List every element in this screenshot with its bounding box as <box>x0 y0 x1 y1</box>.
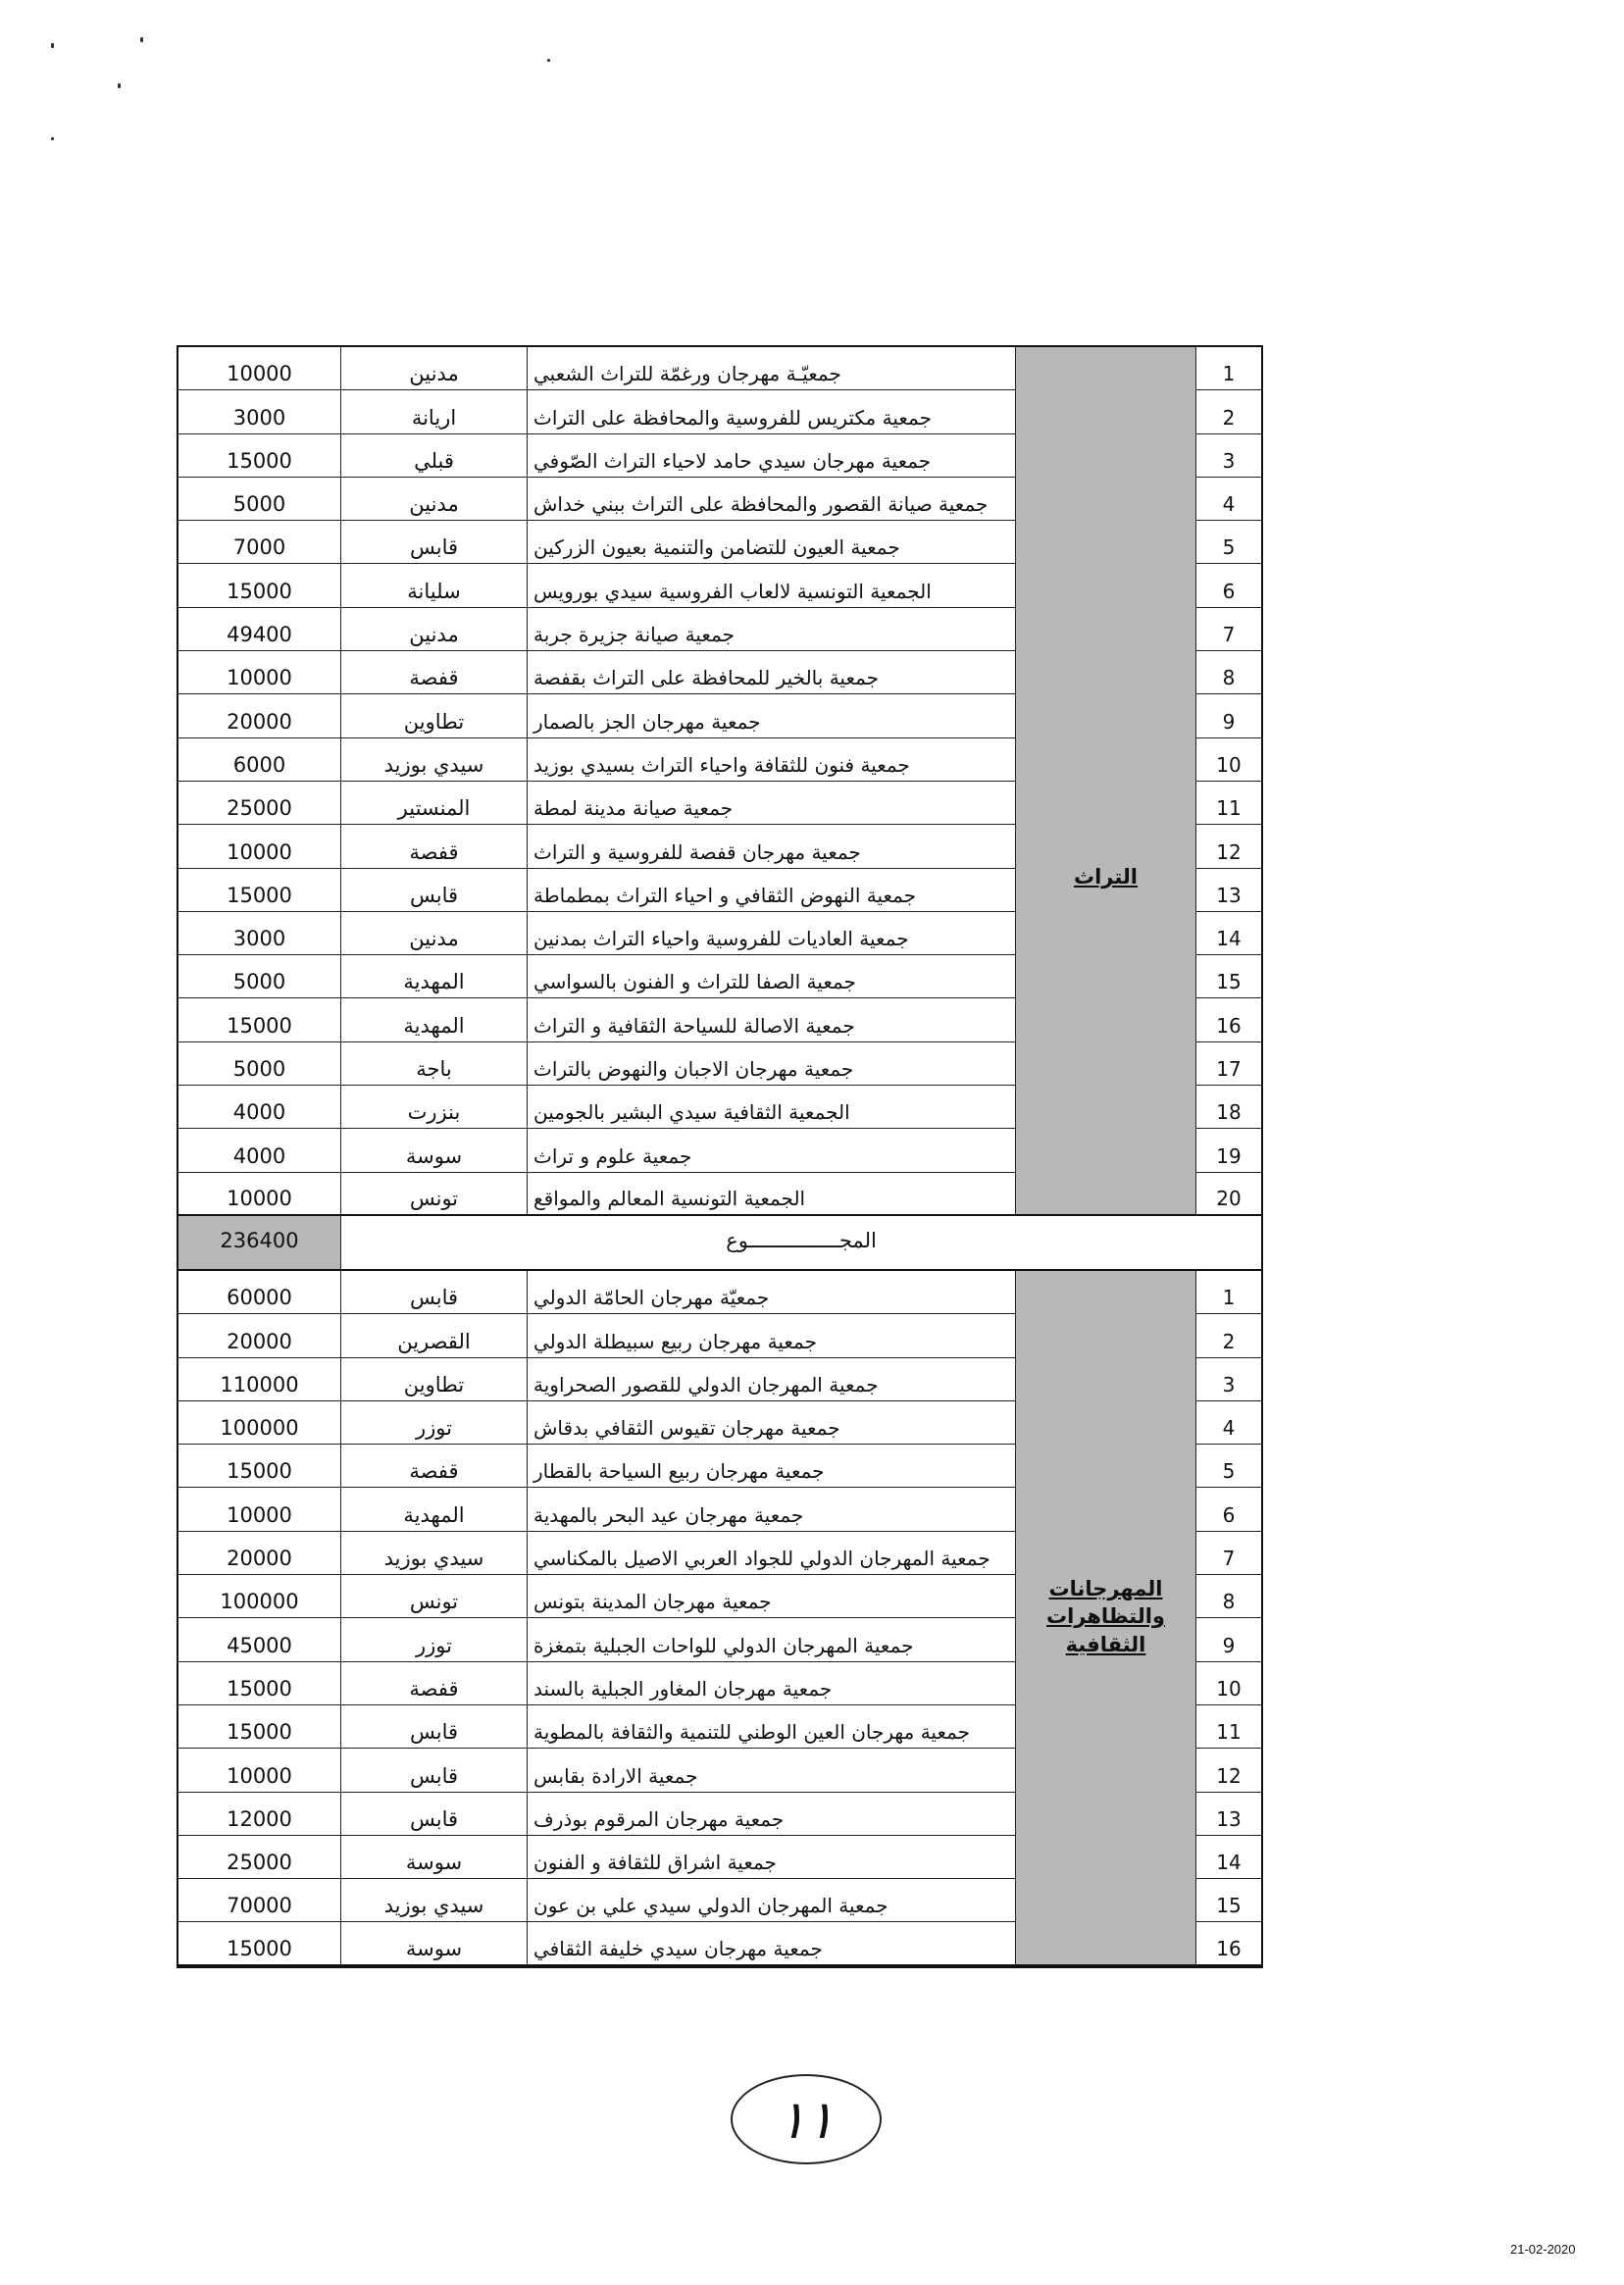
association-name-cell: جمعيّة مهرجان الحامّة الدولي <box>528 1271 1016 1314</box>
amount-cell: 4000 <box>178 1086 341 1129</box>
amount-cell: 4000 <box>178 1129 341 1172</box>
amount-cell: 3000 <box>178 912 341 955</box>
governorate-cell: تطاوين <box>341 694 528 737</box>
row-number-cell: 14 <box>1196 912 1261 955</box>
association-name-cell: جمعية مهرجان الاجبان والنهوض بالتراث <box>528 1042 1016 1086</box>
amount-cell: 100000 <box>178 1575 341 1618</box>
governorate-cell: قابس <box>341 521 528 564</box>
governorate-cell: قابس <box>341 1749 528 1792</box>
governorate-cell: المنستير <box>341 782 528 825</box>
association-name-cell: جمعية مهرجان سيدي حامد لاحياء التراث الصّوفي <box>528 434 1016 478</box>
row-number-cell: 11 <box>1196 1705 1261 1749</box>
association-name-cell: جمعيّـة مهرجان ورغمّة للتراث الشعبي <box>528 347 1016 390</box>
row-number-cell: 2 <box>1196 1314 1261 1357</box>
amount-cell: 100000 <box>178 1401 341 1445</box>
amount-cell: 49400 <box>178 608 341 651</box>
association-name-cell: جمعية مهرجان قفصة للفروسية و التراث <box>528 825 1016 868</box>
association-name-cell: جمعية مهرجان العين الوطني للتنمية والثقافة بالمطوية <box>528 1705 1016 1749</box>
amount-cell: 20000 <box>178 1532 341 1575</box>
total-amount-cell: 236400 <box>178 1216 341 1271</box>
amount-cell: 10000 <box>178 825 341 868</box>
association-name-cell: جمعية مهرجان المدينة بتونس <box>528 1575 1016 1618</box>
association-name-cell: جمعية علوم و تراث <box>528 1129 1016 1172</box>
row-number-cell: 1 <box>1196 347 1261 390</box>
governorate-cell: مدنين <box>341 347 528 390</box>
amount-cell: 15000 <box>178 1705 341 1749</box>
amount-cell: 10000 <box>178 1173 341 1216</box>
amount-cell: 15000 <box>178 869 341 912</box>
association-name-cell: جمعية مهرجان تقيوس الثقافي بدقاش <box>528 1401 1016 1445</box>
governorate-cell: سوسة <box>341 1129 528 1172</box>
association-name-cell: جمعية مكتريس للفروسية والمحافظة على التراث <box>528 390 1016 433</box>
row-number-cell: 16 <box>1196 998 1261 1041</box>
association-name-cell: جمعية مهرجان الجز بالصمار <box>528 694 1016 737</box>
association-name-cell: جمعية مهرجان ربيع سبيطلة الدولي <box>528 1314 1016 1357</box>
association-name-cell: جمعية المهرجان الدولي للقصور الصحراوية <box>528 1358 1016 1401</box>
row-number-cell: 5 <box>1196 1445 1261 1488</box>
association-name-cell: جمعية مهرجان المرقوم بوذرف <box>528 1793 1016 1836</box>
row-number-cell: 8 <box>1196 651 1261 694</box>
association-name-cell: جمعية المهرجان الدولي للجواد العربي الاصيل بالمكناسي <box>528 1532 1016 1575</box>
amount-cell: 15000 <box>178 1445 341 1488</box>
row-number-cell: 10 <box>1196 1662 1261 1705</box>
row-number-cell: 20 <box>1196 1173 1261 1216</box>
row-number-cell: 14 <box>1196 1836 1261 1879</box>
amount-cell: 12000 <box>178 1793 341 1836</box>
row-number-cell: 17 <box>1196 1042 1261 1086</box>
row-number-cell: 2 <box>1196 390 1261 433</box>
row-number-cell: 13 <box>1196 1793 1261 1836</box>
association-name-cell: جمعية المهرجان الدولي للواحات الجبلية بتمغزة <box>528 1618 1016 1661</box>
governorate-cell: توزر <box>341 1401 528 1445</box>
amount-cell: 7000 <box>178 521 341 564</box>
governorate-cell: قابس <box>341 1271 528 1314</box>
row-number-cell: 10 <box>1196 738 1261 782</box>
governorate-cell: توزر <box>341 1618 528 1661</box>
total-label-cell: المجـــــــــــــــوع <box>341 1216 1261 1271</box>
amount-cell: 110000 <box>178 1358 341 1401</box>
amount-cell: 5000 <box>178 478 341 521</box>
amount-cell: 6000 <box>178 738 341 782</box>
association-name-cell: الجمعية التونسية لالعاب الفروسية سيدي بورويس <box>528 564 1016 607</box>
governorate-cell: سليانة <box>341 564 528 607</box>
association-name-cell: جمعية الاصالة للسياحة الثقافية و التراث <box>528 998 1016 1041</box>
row-number-cell: 18 <box>1196 1086 1261 1129</box>
governorate-cell: قفصة <box>341 1445 528 1488</box>
row-number-cell: 4 <box>1196 478 1261 521</box>
association-name-cell: جمعية مهرجان سيدي خليفة الثقافي <box>528 1922 1016 1965</box>
governorate-cell: سوسة <box>341 1922 528 1965</box>
amount-cell: 60000 <box>178 1271 341 1314</box>
amount-cell: 25000 <box>178 1836 341 1879</box>
amount-cell: 15000 <box>178 1662 341 1705</box>
amount-cell: 5000 <box>178 955 341 998</box>
association-name-cell: الجمعية الثقافية سيدي البشير بالجومين <box>528 1086 1016 1129</box>
governorate-cell: سيدي بوزيد <box>341 1879 528 1922</box>
row-number-cell: 9 <box>1196 694 1261 737</box>
governorate-cell: قفصة <box>341 1662 528 1705</box>
governorate-cell: قفصة <box>341 825 528 868</box>
amount-cell: 20000 <box>178 1314 341 1357</box>
row-number-cell: 6 <box>1196 1488 1261 1531</box>
category-cell <box>1016 347 1196 1216</box>
amount-cell: 45000 <box>178 1618 341 1661</box>
association-name-cell: الجمعية التونسية المعالم والمواقع <box>528 1173 1016 1216</box>
amount-cell: 10000 <box>178 651 341 694</box>
amount-cell: 25000 <box>178 782 341 825</box>
governorate-cell: مدنين <box>341 478 528 521</box>
association-name-cell: جمعية اشراق للثقافة و الفنون <box>528 1836 1016 1879</box>
governorate-cell: تونس <box>341 1575 528 1618</box>
amount-cell: 3000 <box>178 390 341 433</box>
governorate-cell: قابس <box>341 1793 528 1836</box>
association-name-cell: جمعية فنون للثقافة واحياء التراث بسيدي بوزيد <box>528 738 1016 782</box>
governorate-cell: سيدي بوزيد <box>341 738 528 782</box>
page-number: ١١ <box>731 2074 882 2164</box>
governorate-cell: سيدي بوزيد <box>341 1532 528 1575</box>
row-number-cell: 4 <box>1196 1401 1261 1445</box>
governorate-cell: قابس <box>341 1705 528 1749</box>
association-name-cell: جمعية النهوض الثقافي و احياء التراث بمطماطة <box>528 869 1016 912</box>
amount-cell: 15000 <box>178 434 341 478</box>
association-name-cell: جمعية المهرجان الدولي سيدي علي بن عون <box>528 1879 1016 1922</box>
row-number-cell: 3 <box>1196 434 1261 478</box>
governorate-cell: مدنين <box>341 608 528 651</box>
governorate-cell: المهدية <box>341 955 528 998</box>
amount-cell: 10000 <box>178 347 341 390</box>
row-number-cell: 13 <box>1196 869 1261 912</box>
grants-table <box>177 345 1263 1968</box>
row-number-cell: 7 <box>1196 1532 1261 1575</box>
association-name-cell: جمعية مهرجان ربيع السياحة بالقطار <box>528 1445 1016 1488</box>
governorate-cell: المهدية <box>341 1488 528 1531</box>
row-number-cell: 3 <box>1196 1358 1261 1401</box>
amount-cell: 15000 <box>178 998 341 1041</box>
governorate-cell: قابس <box>341 869 528 912</box>
category-cell <box>1016 1271 1196 1966</box>
governorate-cell: مدنين <box>341 912 528 955</box>
amount-cell: 15000 <box>178 1922 341 1965</box>
governorate-cell: اريانة <box>341 390 528 433</box>
association-name-cell: جمعية صيانة جزيرة جربة <box>528 608 1016 651</box>
governorate-cell: المهدية <box>341 998 528 1041</box>
row-number-cell: 11 <box>1196 782 1261 825</box>
row-number-cell: 12 <box>1196 825 1261 868</box>
row-number-cell: 15 <box>1196 955 1261 998</box>
association-name-cell: جمعية صيانة القصور والمحافظة على التراث ببني خداش <box>528 478 1016 521</box>
category-label-line2: والتظاهرات الثقافية <box>1046 1604 1165 1656</box>
governorate-cell: قفصة <box>341 651 528 694</box>
row-number-cell: 1 <box>1196 1271 1261 1314</box>
row-number-cell: 12 <box>1196 1749 1261 1792</box>
row-number-cell: 7 <box>1196 608 1261 651</box>
amount-cell: 20000 <box>178 694 341 737</box>
row-number-cell: 19 <box>1196 1129 1261 1172</box>
association-name-cell: جمعية الصفا للتراث و الفنون بالسواسي <box>528 955 1016 998</box>
amount-cell: 5000 <box>178 1042 341 1086</box>
governorate-cell: تطاوين <box>341 1358 528 1401</box>
amount-cell: 70000 <box>178 1879 341 1922</box>
governorate-cell: تونس <box>341 1173 528 1216</box>
row-number-cell: 6 <box>1196 564 1261 607</box>
association-name-cell: جمعية العاديات للفروسية واحياء التراث بمدنين <box>528 912 1016 955</box>
governorate-cell: القصرين <box>341 1314 528 1357</box>
association-name-cell: جمعية الارادة بقابس <box>528 1749 1016 1792</box>
association-name-cell: جمعية مهرجان المغاور الجبلية بالسند <box>528 1662 1016 1705</box>
association-name-cell: جمعية مهرجان عيد البحر بالمهدية <box>528 1488 1016 1531</box>
row-number-cell: 16 <box>1196 1922 1261 1965</box>
association-name-cell: جمعية بالخير للمحافظة على التراث بقفصة <box>528 651 1016 694</box>
row-number-cell: 5 <box>1196 521 1261 564</box>
association-name-cell: جمعية العيون للتضامن والتنمية بعيون الزركين <box>528 521 1016 564</box>
governorate-cell: سوسة <box>341 1836 528 1879</box>
category-label-line1: المهرجانات <box>1048 1576 1163 1600</box>
row-number-cell: 8 <box>1196 1575 1261 1618</box>
category-label: التراث <box>1073 864 1139 889</box>
amount-cell: 10000 <box>178 1488 341 1531</box>
association-name-cell: جمعية صيانة مدينة لمطة <box>528 782 1016 825</box>
amount-cell: 10000 <box>178 1749 341 1792</box>
governorate-cell: باجة <box>341 1042 528 1086</box>
date-stamp: 21-02-2020 <box>1510 2242 1576 2257</box>
governorate-cell: قبلي <box>341 434 528 478</box>
row-number-cell: 15 <box>1196 1879 1261 1922</box>
governorate-cell: بنزرت <box>341 1086 528 1129</box>
row-number-cell: 9 <box>1196 1618 1261 1661</box>
amount-cell: 15000 <box>178 564 341 607</box>
